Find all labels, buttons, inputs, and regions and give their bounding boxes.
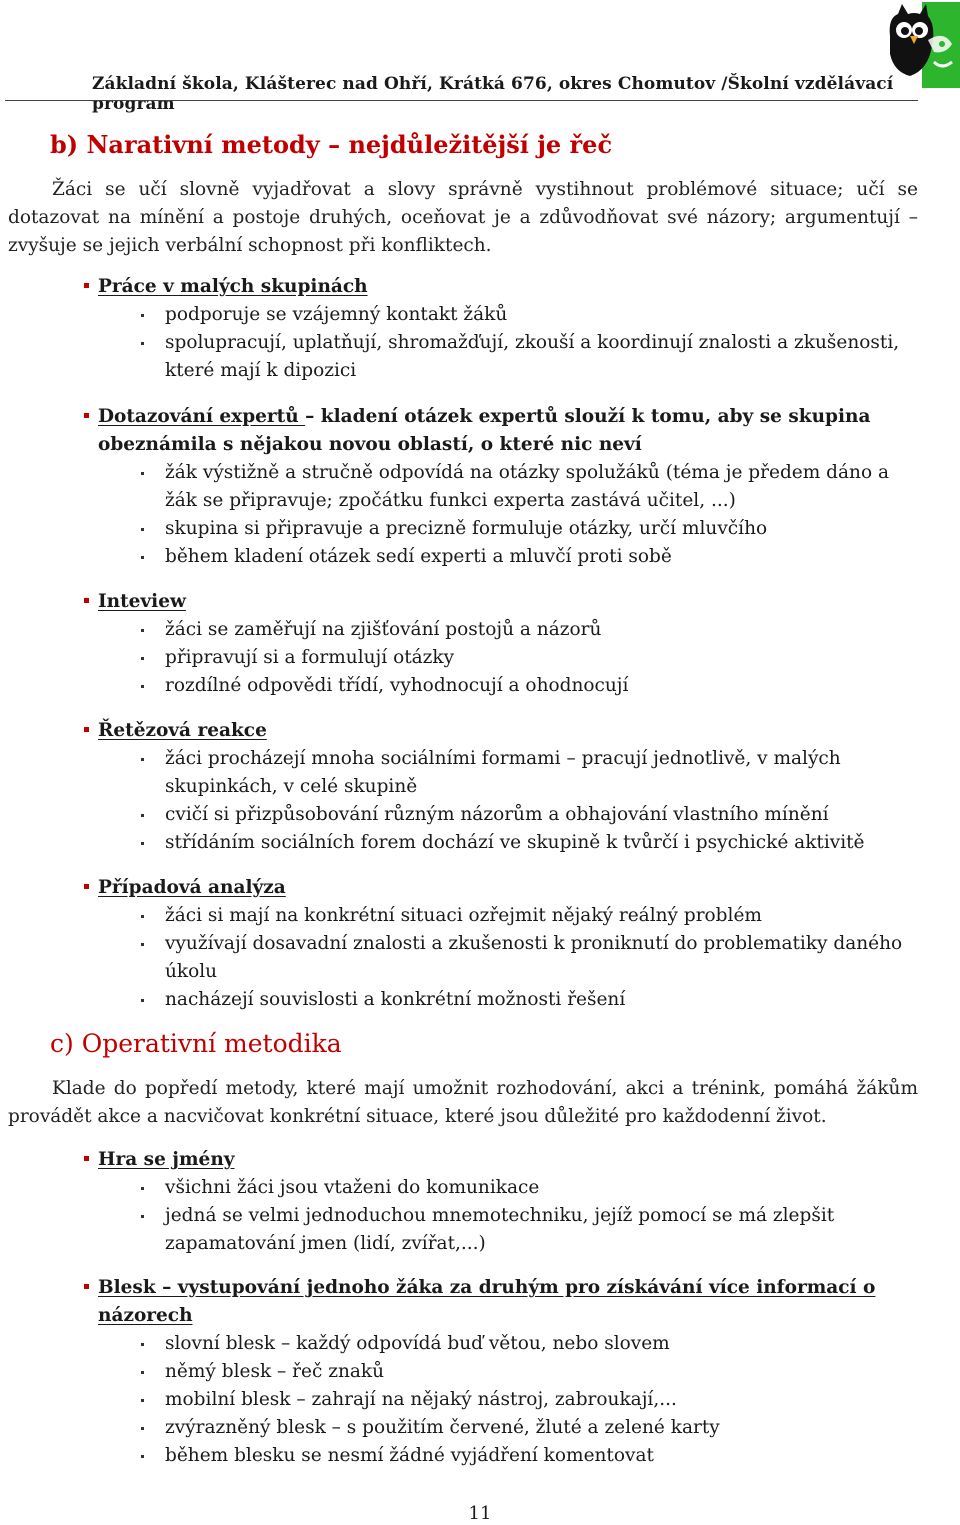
- list-item: [84, 801, 904, 829]
- list-item-text: během blesku se nesmí žádné vyjádření komentovat: [165, 1445, 654, 1466]
- list-item-text: žáci se zaměřují na zjišťování postojů a názorů: [165, 619, 602, 640]
- list-item: [84, 902, 904, 930]
- item-list: [84, 1174, 904, 1258]
- group-chain-reaction: [84, 717, 904, 857]
- list-item-text: zvýrazněný blesk – s použitím červené, žluté a zelené karty: [165, 1417, 720, 1438]
- dot-bullet-icon: [141, 999, 144, 1002]
- list-item-text: během kladení otázek sedí experti a mluvčí proti sobě: [165, 546, 672, 567]
- dot-bullet-icon: [141, 842, 144, 845]
- list-item-text: podporuje se vzájemný kontakt žáků: [165, 304, 508, 325]
- school-header-text: Základní škola, Klášterec nad Ohří, Krátká 676, okres Chomutov /Školní vzdělávací program: [92, 74, 894, 114]
- group-title-text: Inteview: [98, 591, 186, 612]
- square-bullet-icon: [84, 727, 89, 732]
- list-item-text: všichni žáci jsou vtaženi do komunikace: [165, 1177, 540, 1198]
- dot-bullet-icon: [141, 556, 144, 559]
- section-b-intro-text: Žáci se učí slovně vyjadřovat a slovy správně vystihnout problémové situace; učí se dotazovat na mínění a postoje druhých, oceňovat je a zdůvodňovat své názory; argumentují – zvyšuje se jejich verbální schopnost při konfliktech.: [8, 179, 918, 256]
- owl-logo-icon: [884, 0, 960, 90]
- list-item-text: žák výstižně a stručně odpovídá na otázky spolužáků (téma je předem dáno a žák se připravuje; zpočátku funkci experta zastává učitel, ...): [165, 462, 889, 511]
- list-item: [84, 329, 904, 385]
- section-b-intro: [8, 176, 918, 260]
- list-item: [84, 930, 904, 986]
- dot-bullet-icon: [141, 814, 144, 817]
- list-item: [84, 543, 904, 571]
- list-item: [84, 1414, 904, 1442]
- group-interview: [84, 588, 904, 700]
- header-divider: [5, 100, 918, 101]
- list-item: [84, 745, 904, 801]
- list-item: [84, 829, 904, 857]
- dot-bullet-icon: [141, 1187, 144, 1190]
- item-list: [84, 459, 904, 571]
- dot-bullet-icon: [141, 1215, 144, 1218]
- list-item: [84, 644, 904, 672]
- group-lightning: [84, 1274, 904, 1470]
- page-header: [0, 0, 960, 114]
- list-item: [84, 1202, 904, 1258]
- list-item: [84, 986, 904, 1014]
- square-bullet-icon: [84, 413, 89, 418]
- item-list: [84, 745, 904, 857]
- square-bullet-icon: [84, 1284, 89, 1289]
- dot-bullet-icon: [141, 629, 144, 632]
- group-title-text: Hra se jmény: [98, 1149, 235, 1170]
- group-title: [84, 1146, 904, 1174]
- item-list: [84, 902, 904, 1014]
- list-item: [84, 1386, 904, 1414]
- section-c-heading: c) Operativní metodika: [50, 1029, 342, 1058]
- dot-bullet-icon: [141, 342, 144, 345]
- item-list: [84, 1330, 904, 1470]
- list-item: [84, 1358, 904, 1386]
- dot-bullet-icon: [141, 472, 144, 475]
- page-number: 11: [468, 1503, 492, 1524]
- group-name-game: [84, 1146, 904, 1258]
- square-bullet-icon: [84, 283, 89, 288]
- list-item-text: střídáním sociálních forem dochází ve skupině k tvůrčí i psychické aktivitě: [165, 832, 865, 853]
- list-item-text: nacházejí souvislosti a konkrétní možnosti řešení: [165, 989, 626, 1010]
- dot-bullet-icon: [141, 915, 144, 918]
- group-title: [84, 273, 904, 301]
- section-c-intro: [8, 1075, 918, 1131]
- group-case-analysis: [84, 874, 904, 1014]
- group-title-text: Dotazování expertů: [98, 406, 306, 427]
- list-item-text: rozdílné odpovědi třídí, vyhodnocují a ohodnocují: [165, 675, 629, 696]
- dot-bullet-icon: [141, 1455, 144, 1458]
- dot-bullet-icon: [141, 1371, 144, 1374]
- section-c-intro-text: Klade do popředí metody, které mají umožnit rozhodování, akci a trénink, pomáhá žákům provádět akce a nacvičovat konkrétní situace, které jsou důležité pro každodenní život.: [8, 1078, 918, 1127]
- group-expert-questioning: [84, 403, 904, 571]
- square-bullet-icon: [84, 598, 89, 603]
- list-item: [84, 1442, 904, 1470]
- list-item: [84, 301, 904, 329]
- dot-bullet-icon: [141, 1343, 144, 1346]
- list-item-text: němý blesk – řeč znaků: [165, 1361, 385, 1382]
- list-item-text: mobilní blesk – zahrají na nějaký nástroj, zabroukají,...: [165, 1389, 677, 1410]
- dot-bullet-icon: [141, 758, 144, 761]
- group-title-text: Případová analýza: [98, 877, 286, 898]
- list-item-text: spolupracují, uplatňují, shromažďují, zkouší a koordinují znalosti a zkušenosti, které mají k dipozici: [165, 332, 900, 381]
- list-item-text: slovní blesk – každý odpovídá buď větou, nebo slovem: [165, 1333, 670, 1354]
- item-list: [84, 301, 904, 385]
- list-item: [84, 1174, 904, 1202]
- item-list: [84, 616, 904, 700]
- square-bullet-icon: [84, 1156, 89, 1161]
- list-item-text: připravují si a formulují otázky: [165, 647, 455, 668]
- group-title-text: Blesk – vystupování jednoho žáka za druhým pro získávání více informací o názorech: [98, 1277, 876, 1326]
- group-title: [84, 1274, 904, 1330]
- list-item: [84, 672, 904, 700]
- dot-bullet-icon: [141, 1399, 144, 1402]
- list-item: [84, 616, 904, 644]
- list-item-text: skupina si připravuje a precizně formuluje otázky, určí mluvčího: [165, 518, 768, 539]
- dot-bullet-icon: [141, 528, 144, 531]
- group-title-text: Řetězová reakce: [98, 720, 267, 741]
- group-small-groups: [84, 273, 904, 385]
- dot-bullet-icon: [141, 657, 144, 660]
- list-item-text: cvičí si přizpůsobování různým názorům a obhajování vlastního mínění: [165, 804, 829, 825]
- list-item: [84, 1330, 904, 1358]
- group-title-rest: – kladení otázek expertů slouží k tomu, aby se skupina obeznámila s nějakou novou oblastí, o které nic neví: [98, 406, 871, 455]
- list-item-text: žáci procházejí mnoha sociálními formami – pracují jednotlivě, v malých skupinkách, v celé skupině: [165, 748, 841, 797]
- list-item-text: využívají dosavadní znalosti a zkušenosti k proniknutí do problematiky daného úkolu: [165, 933, 903, 982]
- dot-bullet-icon: [141, 943, 144, 946]
- group-title-text: Práce v malých skupinách: [98, 276, 368, 297]
- group-title: [84, 588, 904, 616]
- group-title: [84, 874, 904, 902]
- dot-bullet-icon: [141, 685, 144, 688]
- square-bullet-icon: [84, 884, 89, 889]
- dot-bullet-icon: [141, 314, 144, 317]
- group-title: [84, 717, 904, 745]
- section-b-heading: b) Narativní metody – nejdůležitější je řeč: [50, 130, 613, 159]
- list-item-text: jedná se velmi jednoduchou mnemotechniku, jejíž pomocí se má zlepšit zapamatování jmen (lidí, zvířat,...): [165, 1205, 835, 1254]
- list-item-text: žáci si mají na konkrétní situaci ozřejmit nějaký reálný problém: [165, 905, 762, 926]
- list-item: [84, 459, 904, 515]
- group-title: [84, 403, 904, 459]
- dot-bullet-icon: [141, 1427, 144, 1430]
- list-item: [84, 515, 904, 543]
